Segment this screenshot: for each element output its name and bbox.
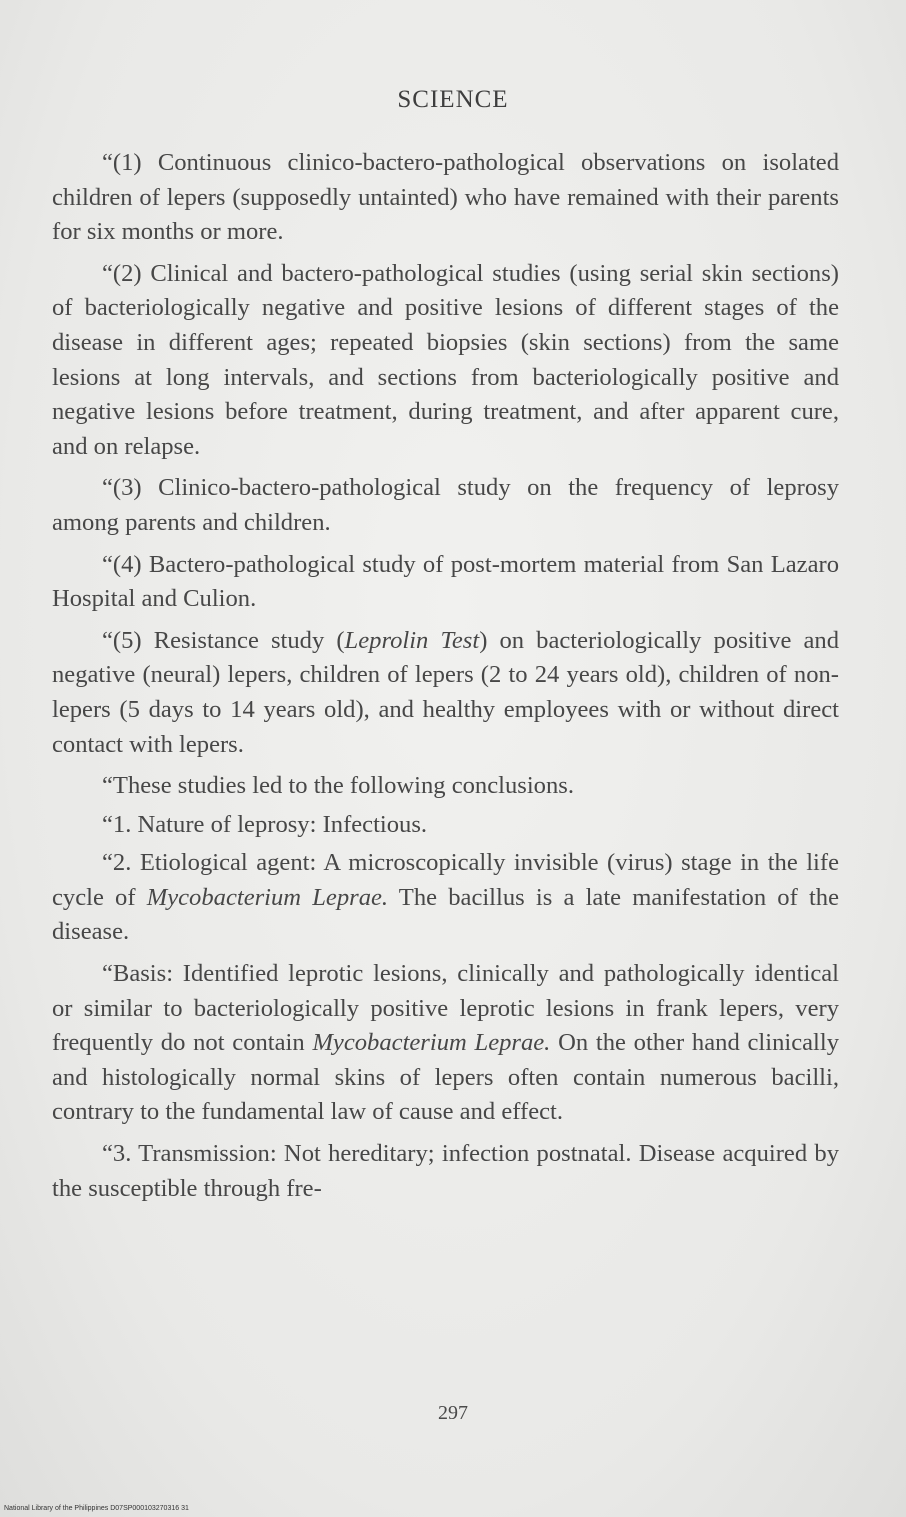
paragraph-8-text-a: “2. Etiological agent: A microscopically invisible (virus) stage in the life cycle of: [52, 849, 839, 911]
paragraph-8: [52, 846, 839, 950]
paragraph-2: “(2) Clinical and bactero-pathological studies (using serial skin sections) of bacteriologically negative and positive lesions of different stages of the disease in different ages; repeated biopsies (skin sections) from the same lesions at long intervals, and sections from bacteriologically positive and negative lesions before treatment, during treatment, and after apparent cure, and on relapse.: [52, 259, 839, 460]
paragraph-3: “(3) Clinico-bactero-pathological study on the frequency of leprosy among parents and children.: [52, 474, 839, 536]
paragraph-9-text-a: “Basis: Identified leprotic lesions, clinically and pathologically identical or similar to bacteriologically positive leprotic lesions in frank lepers, very frequently do not contain: [52, 960, 839, 1057]
library-footer: National Library of the Philippines D07SP000103270316 31: [4, 1505, 189, 1512]
body-text: [52, 146, 839, 1213]
paragraph-5-text-a: “(5) Resistance study (: [102, 626, 345, 654]
paragraph-9: [52, 957, 839, 1130]
paragraph-9-text-b: On the other hand clinically and histologically normal skins of lepers often contain numerous bacilli, contrary to the fundamental law of cause and effect.: [52, 1029, 839, 1126]
paragraph-10: “3. Transmission: Not hereditary; infection postnatal. Disease acquired by the susceptible through fre-: [52, 1140, 839, 1202]
paragraph-1: “(1) Continuous clinico-bactero-pathological observations on isolated children of lepers (supposedly untainted) who have remained with their parents for six months or more.: [52, 149, 839, 246]
page-number: 297: [438, 1402, 468, 1424]
running-head: SCIENCE: [397, 86, 509, 113]
paragraph-8-text-b: The bacillus is a late manifestation of the disease.: [52, 883, 840, 946]
paragraph-8-italic: Mycobacterium Leprae.: [146, 883, 389, 911]
paragraph-9-italic: Mycobacterium Leprae.: [312, 1029, 551, 1057]
paragraph-4: “(4) Bactero-pathological study of post-mortem material from San Lazaro Hospital and Culion.: [52, 550, 839, 613]
paragraph-5-italic: Leprolin Test: [344, 626, 480, 654]
paragraph-6: “These studies led to the following conclusions.: [102, 772, 574, 800]
paragraph-5-text-b: ) on bacteriologically positive and negative (neural) lepers, children of lepers (2 to 24 years old), children of non-lepers (5 days to 14 years old), and healthy employees with or without direct contact with lepers.: [52, 626, 840, 758]
paragraph-7: “1. Nature of leprosy: Infectious.: [102, 810, 428, 838]
paragraph-5: [52, 624, 839, 762]
